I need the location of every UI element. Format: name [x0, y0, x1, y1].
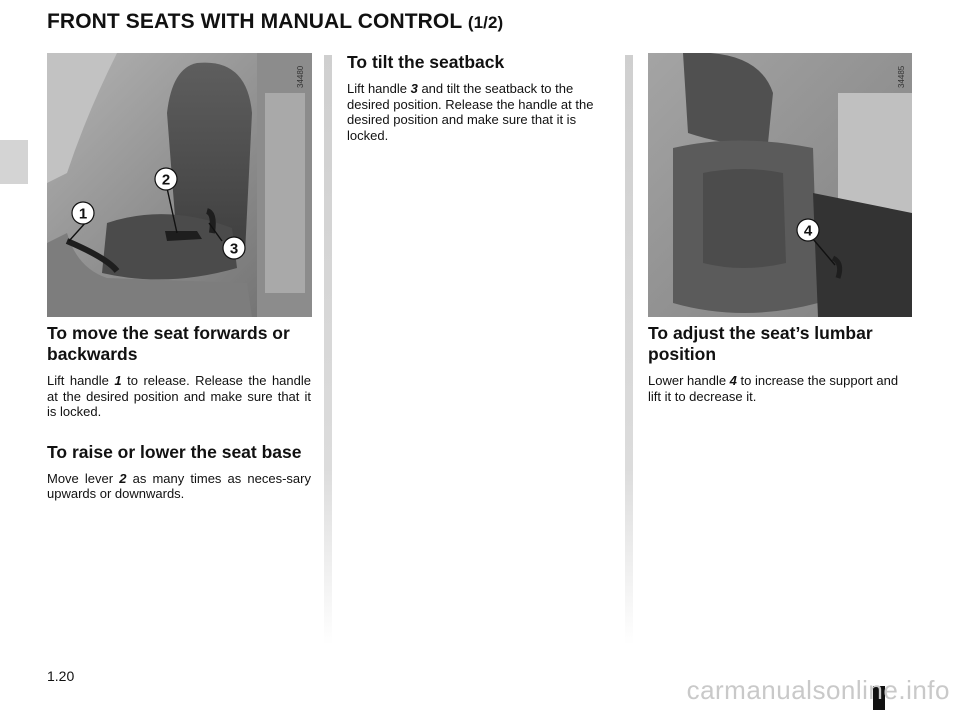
column-divider-left — [324, 55, 332, 645]
seat-side-illustration — [47, 53, 312, 317]
seat-lumbar-illustration — [648, 53, 912, 317]
middle-column — [347, 52, 613, 165]
text-tilt-pre: Lift handle — [347, 81, 411, 96]
page-number: 1.20 — [47, 668, 75, 684]
ref-lever-2: 2 — [119, 470, 127, 486]
text-tilt-seatback — [347, 81, 613, 143]
ref-handle-3: 3 — [410, 81, 418, 96]
heading-move-seat: To move the seat forwards or backwards — [47, 323, 290, 364]
heading-raise-seat: To raise or lower the seat base — [47, 441, 302, 462]
heading-lumbar: To adjust the seat’s lumbar position — [648, 323, 873, 364]
callout-1: 1 — [78, 205, 88, 223]
chapter-tab — [0, 140, 28, 184]
text-tilt-post: and tilt the seatback to the desired position. Release the handle at the desired position and make sure that it is locked. — [347, 81, 594, 143]
text-lumbar — [648, 373, 914, 404]
text-move-seat-pre: Lift handle — [47, 373, 115, 388]
text-raise-seat-pre: Move lever — [47, 470, 120, 486]
callout-3: 3 — [229, 240, 239, 258]
ref-handle-4: 4 — [729, 373, 737, 388]
figure-ref-left: 34480 — [296, 65, 305, 88]
right-column — [648, 323, 914, 426]
text-move-seat — [47, 373, 311, 420]
text-lumbar-post: to increase the support and lift it to decrease it. — [648, 373, 899, 404]
text-lumbar-pre: Lower handle — [648, 373, 730, 388]
text-move-seat-post: to release. Release the handle at the desired position and make sure that it is locked. — [47, 373, 311, 419]
text-raise-seat-post: as many times as neces-sary upwards or downwards. — [47, 470, 311, 501]
ref-handle-1: 1 — [114, 373, 122, 388]
text-raise-seat — [47, 471, 311, 502]
site-watermark: carmanualsonline.info — [686, 675, 950, 705]
figure-ref-right: 34485 — [897, 65, 906, 88]
page-title-suffix: (1/2) — [467, 13, 504, 32]
callout-2: 2 — [161, 171, 171, 189]
column-divider-right — [625, 55, 633, 645]
callout-4: 4 — [803, 222, 813, 240]
heading-tilt-seatback: To tilt the seatback — [347, 52, 505, 72]
left-column — [47, 323, 311, 524]
page-title — [47, 10, 503, 34]
page-title-text: FRONT SEATS WITH MANUAL CONTROL — [47, 10, 462, 33]
